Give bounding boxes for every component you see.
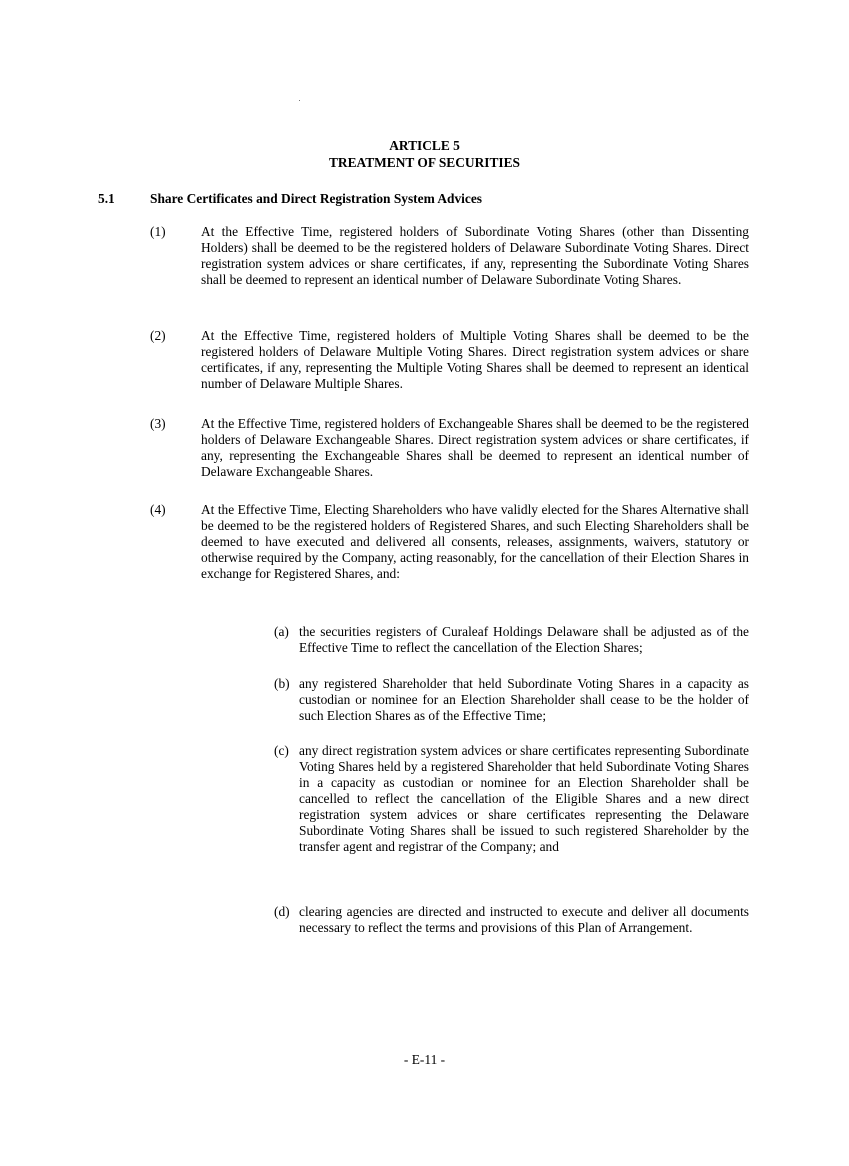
stray-mark — [299, 100, 300, 101]
subparagraph-label: (b) — [274, 676, 290, 691]
section-number: 5.1 — [98, 191, 115, 206]
subparagraph-text: any registered Shareholder that held Subordinate Voting Shares in a capacity as custodian or nominee for an Election Shareholder shall cease to be the holder of such Election Shares as of the Effective Time; — [299, 676, 749, 723]
subparagraph-text: clearing agencies are directed and instructed to execute and deliver all documents necessary to reflect the terms and provisions of this Plan of Arrangement. — [299, 904, 749, 935]
paragraph-number: (1) — [150, 224, 166, 239]
paragraph-text: At the Effective Time, Electing Shareholders who have validly elected for the Shares Alternative shall be deemed to be the registered holders of Registered Shares, and such Electing Shareholders shall be deemed to have executed and delivered all consents, releases, assignments, waivers, statutory or otherwise required by the Company, acting reasonably, for the cancellation of their Election Shares in exchange for Registered Shares, and: — [201, 502, 749, 581]
paragraph-number: (3) — [150, 416, 166, 431]
subparagraph-text: any direct registration system advices or share certificates representing Subordinate Voting Shares held by a registered Shareholder that held Subordinate Voting Shares in a capacity as custodian or nominee for an Election Shareholder shall be cancelled to reflect the cancellation of the Eligible Shares and a new direct registration system advices or share certificates representing the Delaware Subordinate Voting Shares shall be issued to such registered Shareholder by the transfer agent and registrar of the Company; and — [299, 743, 749, 854]
paragraph-number: (4) — [150, 502, 166, 517]
subparagraph-text: the securities registers of Curaleaf Holdings Delaware shall be adjusted as of the Effective Time to reflect the cancellation of the Election Shares; — [299, 624, 749, 655]
paragraph-text: At the Effective Time, registered holders of Subordinate Voting Shares (other than Dissenting Holders) shall be deemed to be the registered holders of Delaware Subordinate Voting Shares. Direct registration system advices or share certificates, if any, representing the Subordinate Voting Shares shall be deemed to represent an identical number of Delaware Subordinate Voting Shares. — [201, 224, 749, 287]
article-number: ARTICLE 5 — [389, 138, 460, 153]
subparagraph-label: (a) — [274, 624, 289, 639]
paragraph-number: (2) — [150, 328, 166, 343]
subparagraph-label: (c) — [274, 743, 289, 758]
section-title: Share Certificates and Direct Registration System Advices — [150, 191, 482, 206]
paragraph-text: At the Effective Time, registered holders of Exchangeable Shares shall be deemed to be the registered holders of Delaware Exchangeable Shares. Direct registration system advices or share certificates, if any, representing the Exchangeable Shares shall be deemed to represent an identical number of Delaware Exchangeable Shares. — [201, 416, 749, 479]
paragraph-text: At the Effective Time, registered holders of Multiple Voting Shares shall be deemed to be the registered holders of Delaware Multiple Voting Shares. Direct registration system advices or share certificates, if any, representing the Multiple Voting Shares shall be deemed to represent an identical number of Delaware Multiple Shares. — [201, 328, 749, 391]
subparagraph-label: (d) — [274, 904, 290, 919]
article-title: TREATMENT OF SECURITIES — [329, 155, 520, 170]
page-number: - E-11 - — [403, 1052, 446, 1067]
